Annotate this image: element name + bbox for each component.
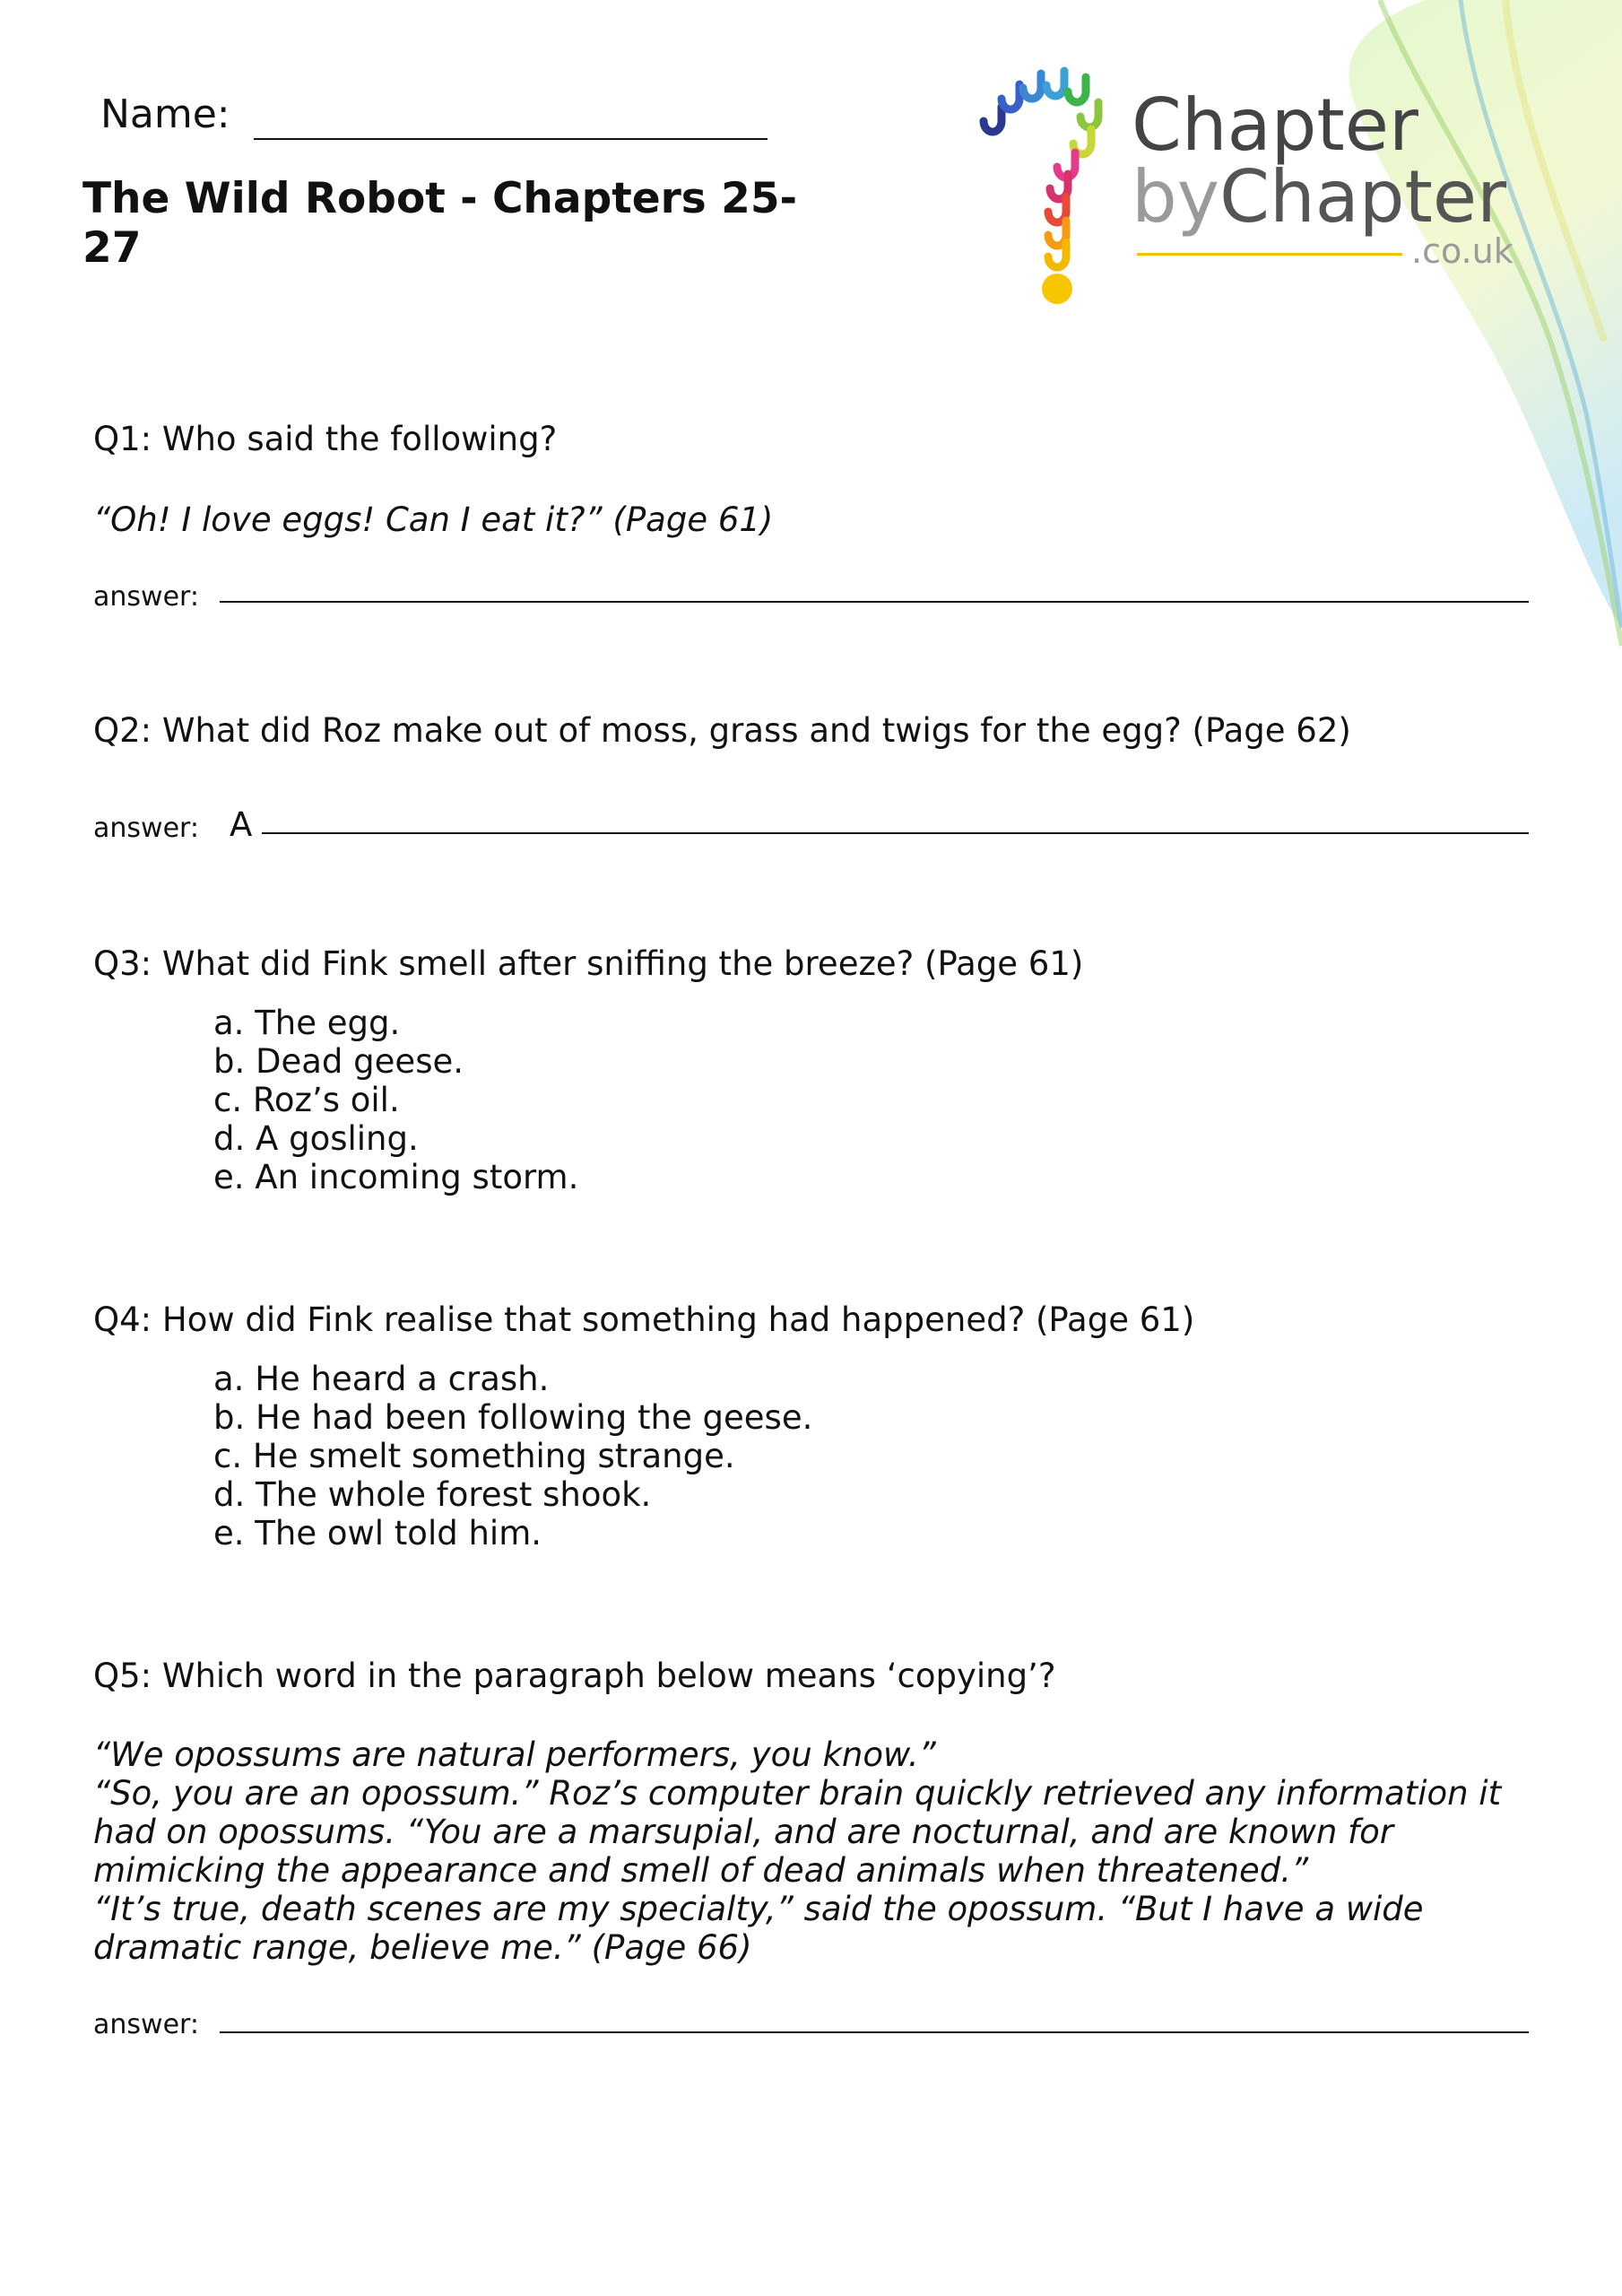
q4-option-e[interactable]: e. The owl told him. (213, 1514, 542, 1552)
logo-text-by: by (1132, 155, 1220, 239)
q5-answer-line[interactable] (220, 2031, 1529, 2033)
q3-option-a[interactable]: a. The egg. (213, 1004, 401, 1042)
q1-prompt: Q1: Who said the following? (93, 420, 558, 458)
q5-quote-line: “We opossums are natural performers, you know.” (93, 1735, 936, 1774)
logo-text-by-chapter (1132, 155, 1506, 239)
q5-quote-line: “It’s true, death scenes are my specialty,” said the opossum. “But I have a wide (93, 1890, 1424, 1928)
worksheet-title: The Wild Robot - Chapters 25-27 (82, 174, 798, 273)
q4-prompt: Q4: How did Fink realise that something had happened? (Page 61) (93, 1300, 1195, 1339)
q3-option-e[interactable]: e. An incoming storm. (213, 1158, 579, 1196)
question-mark-logo-icon (964, 54, 1125, 314)
q5-quote-line: had on opossums. “You are a marsupial, and are nocturnal, and are known for (93, 1813, 1393, 1851)
q3-options (213, 1004, 578, 1196)
q2-prompt: Q2: What did Roz make out of moss, grass and twigs for the egg? (Page 62) (93, 711, 1351, 750)
q5-quote-line: dramatic range, believe me.” (Page 66) (93, 1928, 752, 1967)
q1-quote: “Oh! I love eggs! Can I eat it?” (Page 61) (93, 500, 774, 539)
q5-quote (93, 1735, 1501, 1967)
logo-text-chapter: Chapter (1132, 83, 1418, 167)
name-label: Name: (100, 91, 230, 137)
q2-answer-line[interactable] (262, 832, 1529, 834)
q5-answer-label: answer: (93, 2009, 199, 2040)
q5-quote-line: “So, you are an opossum.” Roz’s computer brain quickly retrieved any information it (93, 1774, 1502, 1813)
logo-domain: .co.uk (1411, 231, 1514, 271)
q4-option-d[interactable]: d. The whole forest shook. (213, 1475, 652, 1514)
q2-answer-label: answer: (93, 813, 199, 844)
q4-option-a[interactable]: a. He heard a crash. (213, 1360, 550, 1398)
logo-underline (1137, 253, 1402, 256)
q2-answer-prefix: A (230, 805, 253, 844)
q3-option-b[interactable]: b. Dead geese. (213, 1042, 464, 1081)
q4-option-c[interactable]: c. He smelt something strange. (213, 1437, 735, 1475)
q3-option-d[interactable]: d. A gosling. (213, 1119, 419, 1158)
logo-text-chapter-2: Chapter (1219, 155, 1506, 239)
q3-prompt: Q3: What did Fink smell after sniffing the breeze? (Page 61) (93, 944, 1084, 983)
q3-option-c[interactable]: c. Roz’s oil. (213, 1081, 400, 1119)
q4-option-b[interactable]: b. He had been following the geese. (213, 1398, 813, 1437)
q5-prompt: Q5: Which word in the paragraph below means ‘copying’? (93, 1657, 1056, 1695)
q1-answer-line[interactable] (220, 601, 1529, 603)
q4-options (213, 1360, 812, 1552)
name-input-line[interactable] (254, 138, 768, 140)
q1-answer-label: answer: (93, 581, 199, 613)
q5-quote-line: mimicking the appearance and smell of dead animals when threatened.” (93, 1851, 1309, 1890)
